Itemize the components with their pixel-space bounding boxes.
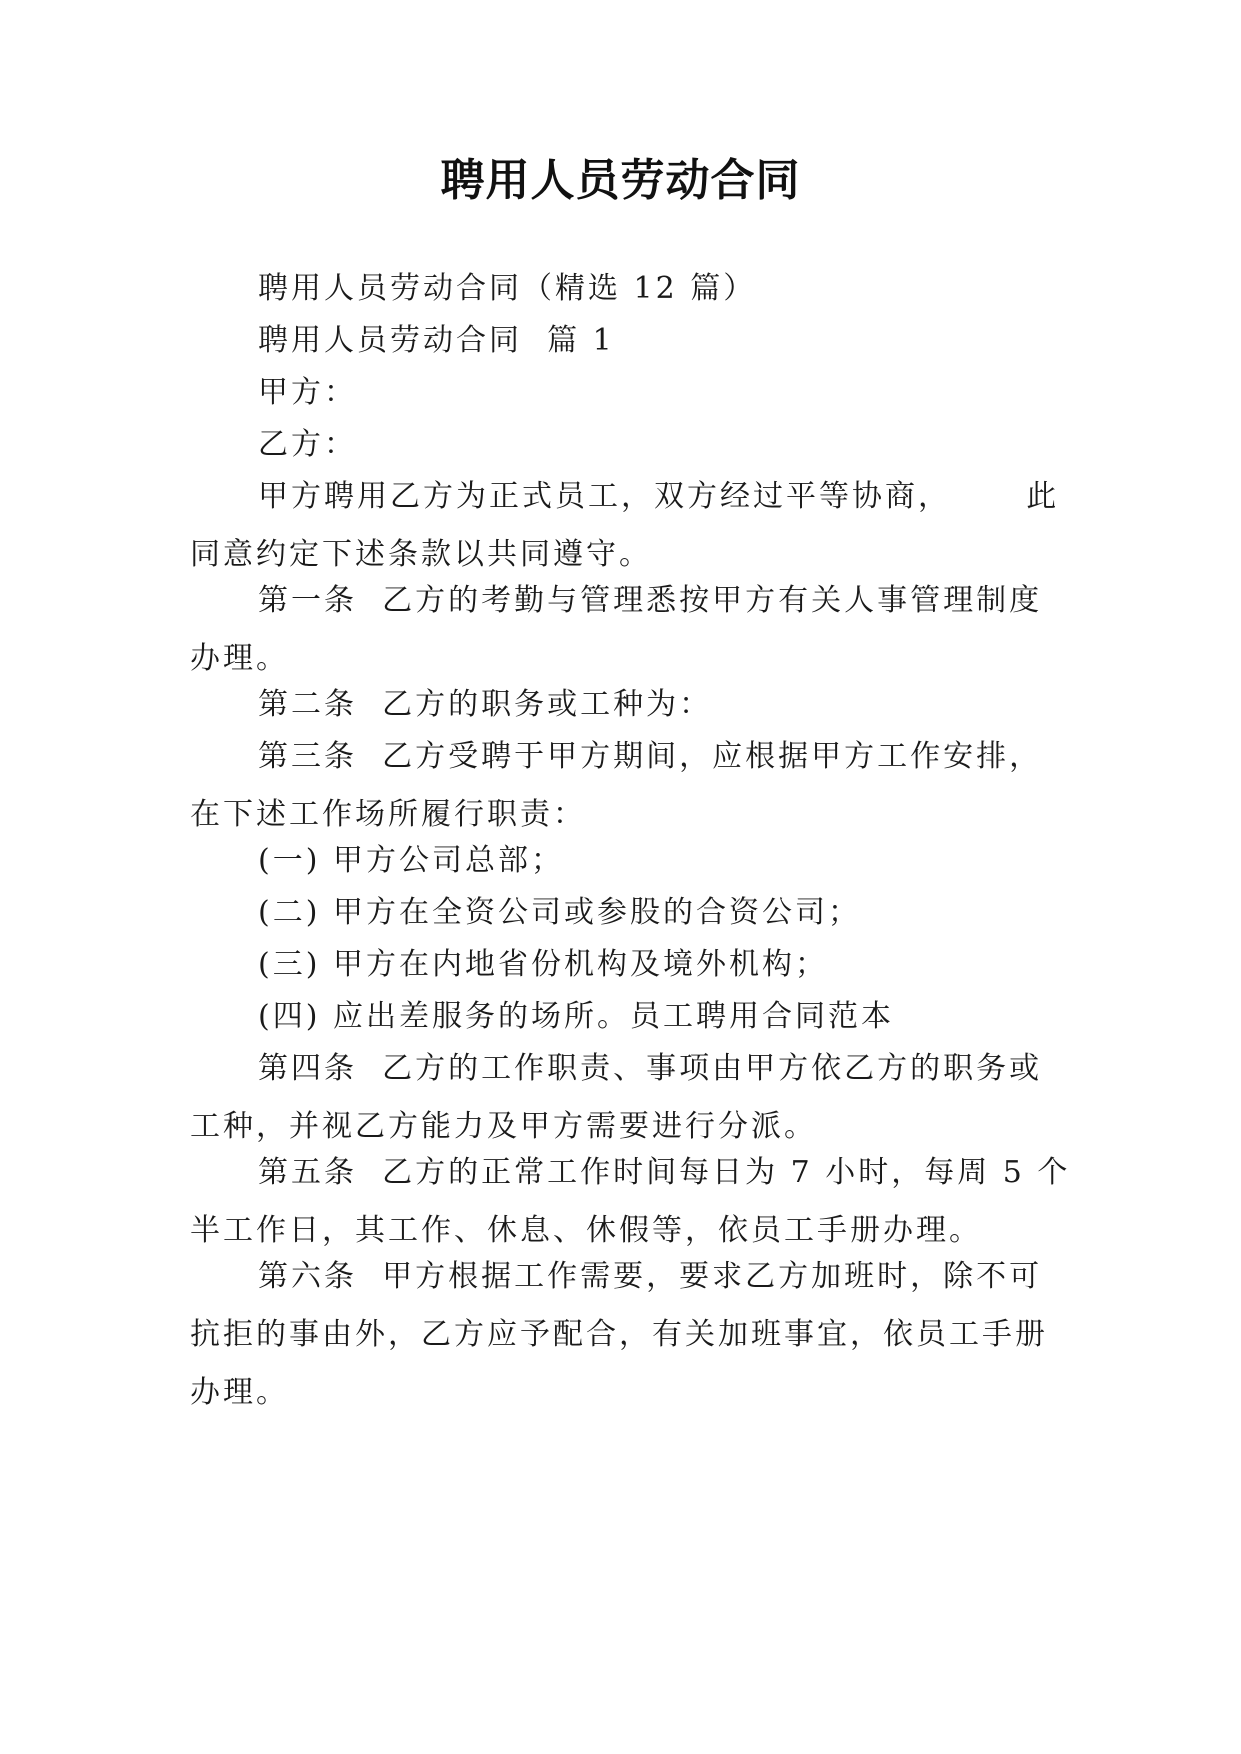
paragraph-subtitle (190, 260, 1050, 318)
text-line: 在下述工作场所履行职责： (190, 797, 586, 832)
text-line: 工种，并视乙方能力及甲方需要进行分派。 (190, 1109, 817, 1144)
text-line: 乙方： (258, 427, 357, 462)
paragraph-article-5 (190, 1144, 1071, 1260)
text-line: (一) 甲方公司总部； (258, 843, 564, 878)
text-line: 第四条 乙方的工作职责、事项由甲方依乙方的职务或 (258, 1051, 1043, 1086)
text-line: 半工作日，其工作、休息、休假等，依员工手册办理。 (190, 1213, 982, 1248)
paragraph-section-heading (190, 312, 1050, 370)
paragraph-intro (190, 468, 1060, 584)
text-line: (二) 甲方在全资公司或参股的合资公司； (258, 895, 861, 930)
text-line: 甲方： (258, 375, 357, 410)
paragraph-article-2 (190, 676, 1050, 734)
text-line: 同意约定下述条款以共同遵守。 (190, 537, 652, 572)
text-line: 聘用人员劳动合同 篇 1 (258, 323, 615, 358)
text-line: 聘用人员劳动合同（精选 12 篇） (258, 271, 757, 306)
text-line: 第二条 乙方的职务或工种为： (258, 687, 713, 722)
list-item-1 (190, 832, 1050, 890)
text-line: 办理。 (190, 1375, 289, 1410)
list-item-2 (190, 884, 1050, 942)
paragraph-party-b (190, 416, 1050, 474)
text-line: 办理。 (190, 641, 289, 676)
text-line: 第六条 甲方根据工作需要，要求乙方加班时，除不可 (258, 1259, 1043, 1294)
text-line: 第三条 乙方受聘于甲方期间，应根据甲方工作安排， (258, 739, 1043, 774)
document-title: 聘用人员劳动合同 (440, 155, 801, 206)
paragraph-article-3 (190, 728, 1050, 844)
text-line: (四) 应出差服务的场所。员工聘用合同范本 (258, 999, 894, 1034)
text-line: 第一条 乙方的考勤与管理悉按甲方有关人事管理制度 (258, 583, 1043, 618)
list-item-3 (190, 936, 1050, 994)
text-line: 甲方聘用乙方为正式员工，双方经过平等协商， 此 (258, 479, 1060, 514)
paragraph-party-a (190, 364, 1050, 422)
text-line: 第五条 乙方的正常工作时间每日为 7 小时，每周 5 个 (258, 1155, 1071, 1190)
list-item-4 (190, 988, 1050, 1046)
text-line: 抗拒的事由外，乙方应予配合，有关加班事宜，依员工手册 (190, 1317, 1048, 1352)
paragraph-article-6 (190, 1248, 1050, 1422)
paragraph-article-4 (190, 1040, 1050, 1156)
paragraph-article-1 (190, 572, 1050, 688)
text-line: (三) 甲方在内地省份机构及境外机构； (258, 947, 828, 982)
